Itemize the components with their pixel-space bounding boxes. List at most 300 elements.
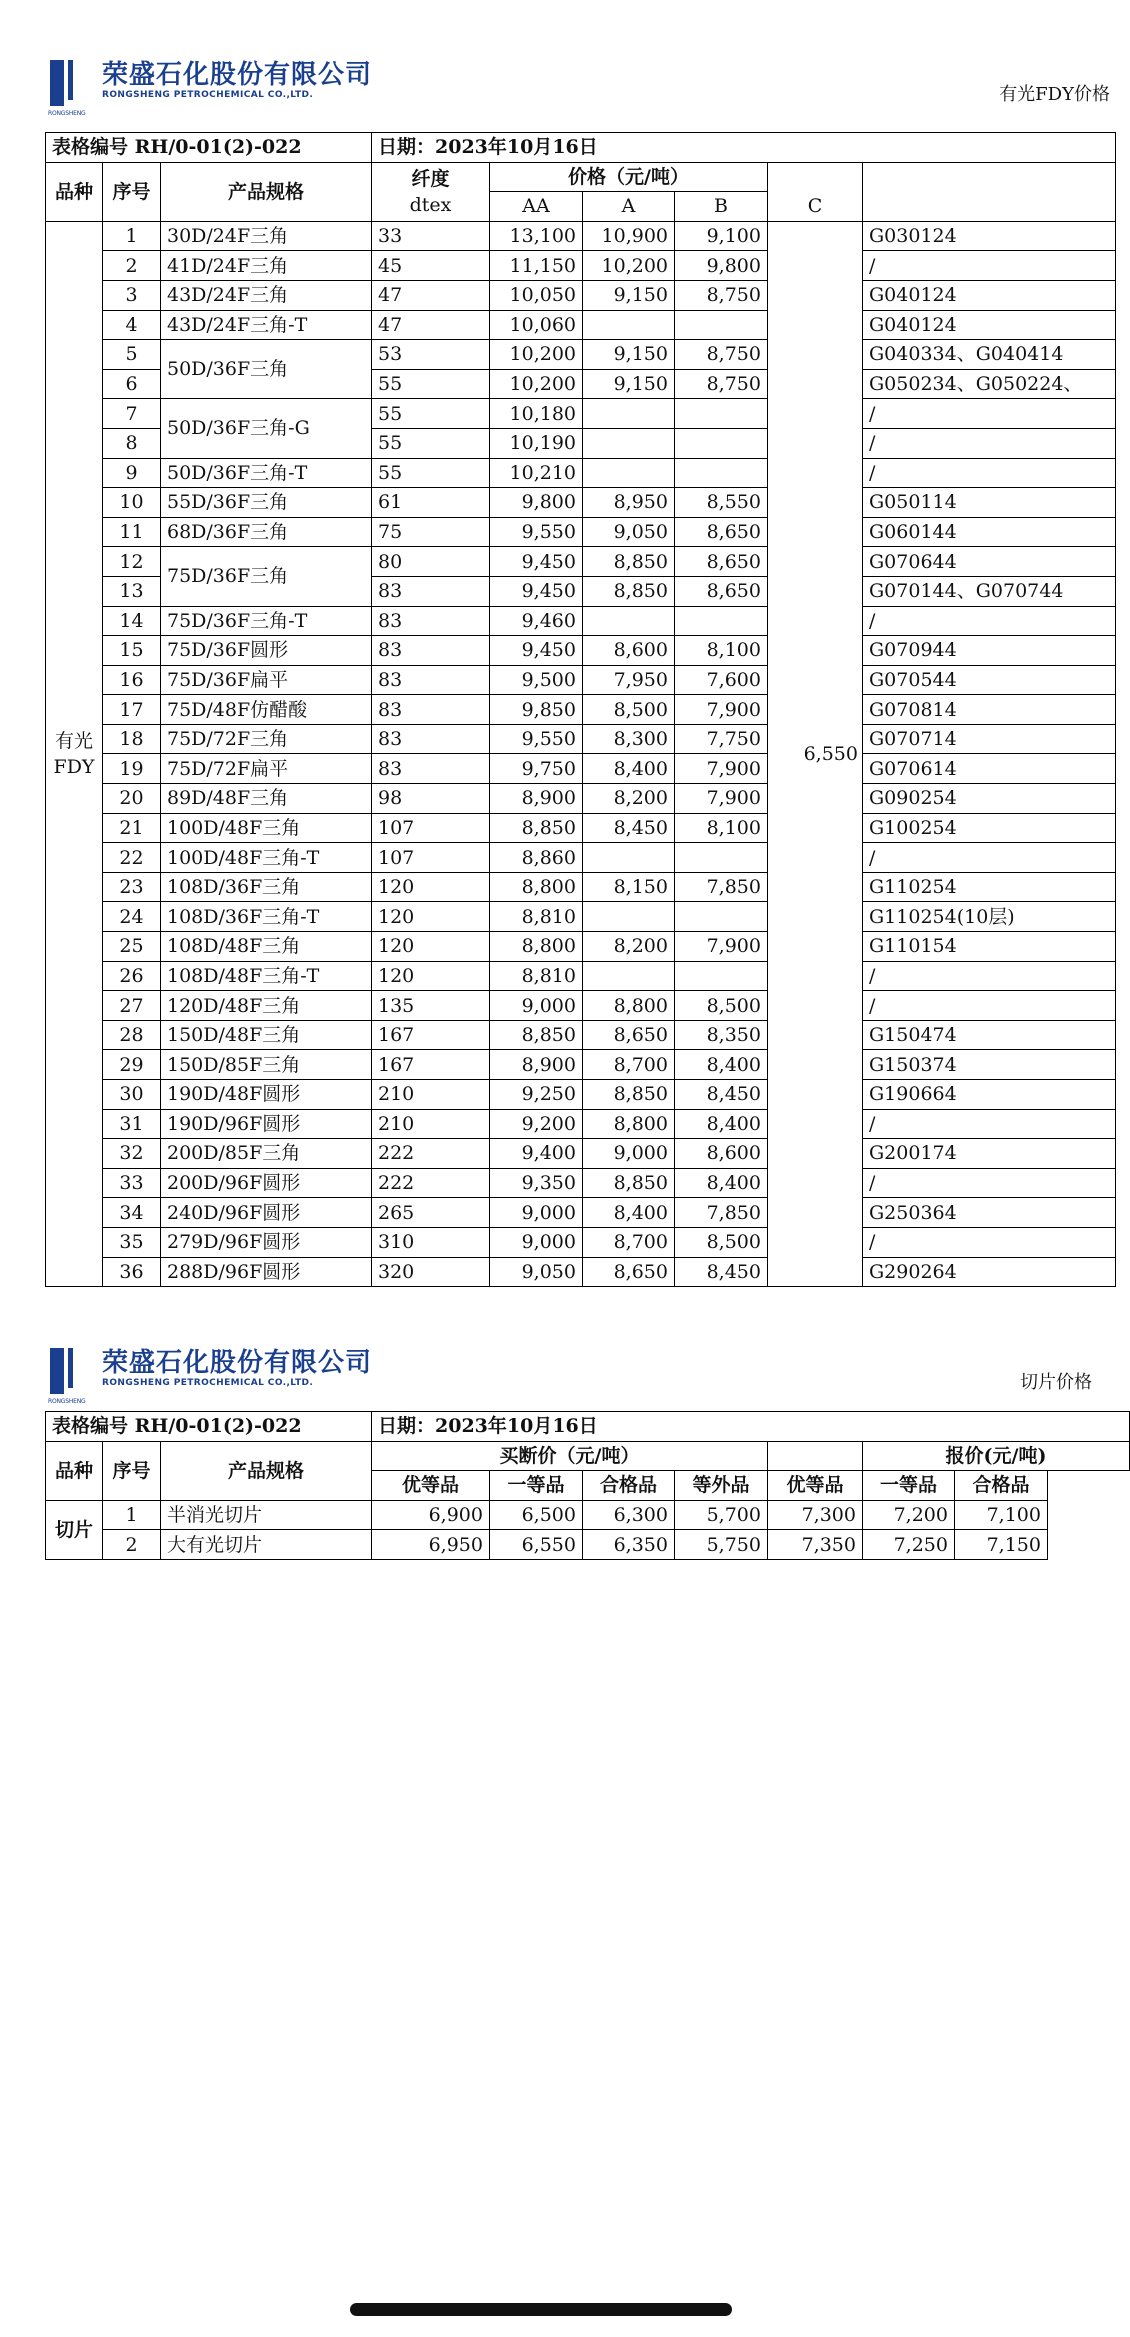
price-aa: 8,810 bbox=[490, 961, 583, 991]
row-number: 19 bbox=[103, 754, 161, 784]
product-code: G070544 bbox=[863, 665, 1116, 695]
row-number: 20 bbox=[103, 784, 161, 814]
table-row bbox=[46, 517, 1116, 547]
product-code: G150474 bbox=[863, 1020, 1116, 1050]
fineness-dtex: 83 bbox=[372, 636, 490, 666]
product-spec: 200D/96F圆形 bbox=[161, 1168, 372, 1198]
price-aa: 8,850 bbox=[490, 813, 583, 843]
header-grade-a: A bbox=[583, 192, 675, 222]
buyout-price: 6,950 bbox=[372, 1530, 490, 1560]
price-aa: 9,850 bbox=[490, 695, 583, 725]
price-b: 8,450 bbox=[675, 1080, 768, 1110]
fineness-dtex: 55 bbox=[372, 458, 490, 488]
row-number: 33 bbox=[103, 1168, 161, 1198]
price-aa: 9,450 bbox=[490, 636, 583, 666]
product-spec: 288D/96F圆形 bbox=[161, 1257, 372, 1287]
product-spec: 190D/96F圆形 bbox=[161, 1109, 372, 1139]
chip-header-grade1: 优等品 bbox=[372, 1471, 490, 1501]
chip-form-number: 表格编号 RH/0-01(2)-022 bbox=[46, 1412, 372, 1442]
fineness-dtex: 53 bbox=[372, 340, 490, 370]
price-b: 8,400 bbox=[675, 1109, 768, 1139]
product-spec: 108D/48F三角-T bbox=[161, 961, 372, 991]
table-row bbox=[46, 843, 1116, 873]
price-b: 9,100 bbox=[675, 221, 768, 251]
chip-header-quote-grade2: 一等品 bbox=[863, 1471, 955, 1501]
row-number: 26 bbox=[103, 961, 161, 991]
row-number: 34 bbox=[103, 1198, 161, 1228]
price-b: 8,450 bbox=[675, 1257, 768, 1287]
fineness-dtex: 120 bbox=[372, 902, 490, 932]
row-number: 2 bbox=[103, 251, 161, 281]
price-b bbox=[675, 843, 768, 873]
product-code: / bbox=[863, 843, 1116, 873]
fineness-dtex: 120 bbox=[372, 961, 490, 991]
table-row bbox=[46, 488, 1116, 518]
fineness-dtex: 107 bbox=[372, 843, 490, 873]
table-row bbox=[46, 399, 1116, 429]
row-number: 30 bbox=[103, 1080, 161, 1110]
price-a: 9,050 bbox=[583, 517, 675, 547]
price-aa: 9,350 bbox=[490, 1168, 583, 1198]
price-aa: 8,900 bbox=[490, 1050, 583, 1080]
fineness-dtex: 210 bbox=[372, 1080, 490, 1110]
price-aa: 9,460 bbox=[490, 606, 583, 636]
fineness-dtex: 167 bbox=[372, 1020, 490, 1050]
company-logo bbox=[48, 60, 373, 117]
price-b: 8,750 bbox=[675, 340, 768, 370]
price-a: 8,200 bbox=[583, 784, 675, 814]
price-b: 8,650 bbox=[675, 547, 768, 577]
price-b: 8,500 bbox=[675, 1227, 768, 1257]
price-b: 7,600 bbox=[675, 665, 768, 695]
buyout-price: 5,750 bbox=[675, 1530, 768, 1560]
row-number: 3 bbox=[103, 280, 161, 310]
product-code: G040124 bbox=[863, 310, 1116, 340]
product-spec: 50D/36F三角-T bbox=[161, 458, 372, 488]
table-row bbox=[46, 991, 1116, 1021]
price-a: 9,000 bbox=[583, 1139, 675, 1169]
price-a: 8,400 bbox=[583, 754, 675, 784]
price-a: 9,150 bbox=[583, 369, 675, 399]
product-code: G050234、G050224、 bbox=[863, 369, 1116, 399]
table-row bbox=[46, 1139, 1116, 1169]
header-dtex: dtex bbox=[409, 193, 452, 216]
product-spec: 150D/85F三角 bbox=[161, 1050, 372, 1080]
price-a bbox=[583, 458, 675, 488]
fineness-dtex: 135 bbox=[372, 991, 490, 1021]
row-number: 17 bbox=[103, 695, 161, 725]
fineness-dtex: 75 bbox=[372, 517, 490, 547]
price-aa: 9,050 bbox=[490, 1257, 583, 1287]
product-spec: 100D/48F三角-T bbox=[161, 843, 372, 873]
fdy-price-table bbox=[45, 132, 1116, 1287]
fineness-dtex: 33 bbox=[372, 221, 490, 251]
price-a: 8,200 bbox=[583, 932, 675, 962]
chip-header-variety: 品种 bbox=[46, 1441, 103, 1500]
price-a bbox=[583, 310, 675, 340]
header-variety: 品种 bbox=[46, 162, 103, 221]
buyout-price: 6,500 bbox=[490, 1500, 583, 1530]
product-code: G040334、G040414 bbox=[863, 340, 1116, 370]
fineness-dtex: 83 bbox=[372, 724, 490, 754]
fineness-dtex: 120 bbox=[372, 932, 490, 962]
chip-header-spec: 产品规格 bbox=[161, 1441, 372, 1500]
fineness-dtex: 167 bbox=[372, 1050, 490, 1080]
fineness-dtex: 210 bbox=[372, 1109, 490, 1139]
product-code: / bbox=[863, 1227, 1116, 1257]
fineness-dtex: 55 bbox=[372, 369, 490, 399]
price-aa: 9,000 bbox=[490, 1198, 583, 1228]
price-a: 9,150 bbox=[583, 280, 675, 310]
table-row bbox=[46, 872, 1116, 902]
price-a bbox=[583, 428, 675, 458]
price-a: 8,650 bbox=[583, 1257, 675, 1287]
variety-label-fdy: FDY bbox=[53, 755, 95, 778]
fineness-dtex: 55 bbox=[372, 428, 490, 458]
product-code: / bbox=[863, 458, 1116, 488]
price-aa: 9,450 bbox=[490, 547, 583, 577]
product-spec: 120D/48F三角 bbox=[161, 991, 372, 1021]
row-number: 32 bbox=[103, 1139, 161, 1169]
header-grade-b: B bbox=[675, 192, 768, 222]
company-logo-2 bbox=[48, 1348, 373, 1405]
quote-price: 7,150 bbox=[955, 1530, 1048, 1560]
table-row bbox=[46, 1168, 1116, 1198]
price-b: 8,400 bbox=[675, 1168, 768, 1198]
price-a: 8,850 bbox=[583, 1168, 675, 1198]
row-number: 18 bbox=[103, 724, 161, 754]
product-code: G110254 bbox=[863, 872, 1116, 902]
row-number: 9 bbox=[103, 458, 161, 488]
price-aa: 10,210 bbox=[490, 458, 583, 488]
product-spec: 半消光切片 bbox=[161, 1500, 372, 1530]
price-c: 6,550 bbox=[768, 221, 863, 1286]
product-code: G050114 bbox=[863, 488, 1116, 518]
table-row bbox=[46, 280, 1116, 310]
price-b: 7,900 bbox=[675, 784, 768, 814]
fineness-dtex: 310 bbox=[372, 1227, 490, 1257]
buyout-price: 6,300 bbox=[583, 1500, 675, 1530]
price-aa: 8,850 bbox=[490, 1020, 583, 1050]
price-aa: 9,000 bbox=[490, 991, 583, 1021]
variety-label: 有光 bbox=[54, 729, 93, 752]
price-b bbox=[675, 902, 768, 932]
price-aa: 9,750 bbox=[490, 754, 583, 784]
product-code: G070944 bbox=[863, 636, 1116, 666]
product-code: G040124 bbox=[863, 280, 1116, 310]
fineness-dtex: 47 bbox=[372, 280, 490, 310]
rongsheng-logo-icon: RONGSHENG bbox=[50, 60, 64, 106]
product-spec: 100D/48F三角 bbox=[161, 813, 372, 843]
product-spec: 50D/36F三角-G bbox=[161, 399, 372, 458]
product-spec: 75D/36F三角 bbox=[161, 547, 372, 606]
price-b: 8,600 bbox=[675, 1139, 768, 1169]
price-aa: 10,050 bbox=[490, 280, 583, 310]
price-aa: 8,810 bbox=[490, 902, 583, 932]
row-number: 15 bbox=[103, 636, 161, 666]
table-row bbox=[46, 961, 1116, 991]
table-row bbox=[46, 754, 1116, 784]
row-number: 14 bbox=[103, 606, 161, 636]
product-code: G150374 bbox=[863, 1050, 1116, 1080]
price-aa: 9,550 bbox=[490, 517, 583, 547]
quote-price: 7,100 bbox=[955, 1500, 1048, 1530]
product-spec: 108D/36F三角 bbox=[161, 872, 372, 902]
product-code: G100254 bbox=[863, 813, 1116, 843]
row-number: 1 bbox=[103, 221, 161, 251]
variety-cell bbox=[46, 221, 103, 1286]
chip-header-no: 序号 bbox=[103, 1441, 161, 1500]
fineness-dtex: 83 bbox=[372, 665, 490, 695]
price-b: 8,550 bbox=[675, 488, 768, 518]
product-spec: 41D/24F三角 bbox=[161, 251, 372, 281]
header-grade-c: C bbox=[768, 192, 863, 222]
price-aa: 10,200 bbox=[490, 369, 583, 399]
price-a: 8,850 bbox=[583, 1080, 675, 1110]
table-row bbox=[46, 547, 1116, 577]
price-a: 8,850 bbox=[583, 576, 675, 606]
product-spec: 150D/48F三角 bbox=[161, 1020, 372, 1050]
price-aa: 13,100 bbox=[490, 221, 583, 251]
row-number: 12 bbox=[103, 547, 161, 577]
price-b bbox=[675, 961, 768, 991]
fdy-price-title: 有光FDY价格 bbox=[999, 84, 1110, 105]
row-number: 2 bbox=[103, 1530, 161, 1560]
chip-header-quote-grade1: 优等品 bbox=[768, 1471, 863, 1501]
product-spec: 43D/24F三角 bbox=[161, 280, 372, 310]
chip-price-title: 切片价格 bbox=[1020, 1372, 1092, 1393]
price-b: 8,350 bbox=[675, 1020, 768, 1050]
price-b: 8,650 bbox=[675, 517, 768, 547]
price-aa: 9,250 bbox=[490, 1080, 583, 1110]
price-aa: 9,000 bbox=[490, 1227, 583, 1257]
product-spec: 108D/36F三角-T bbox=[161, 902, 372, 932]
price-a bbox=[583, 902, 675, 932]
price-b bbox=[675, 428, 768, 458]
product-spec: 89D/48F三角 bbox=[161, 784, 372, 814]
table-row bbox=[46, 1198, 1116, 1228]
price-aa: 10,190 bbox=[490, 428, 583, 458]
table-row bbox=[46, 1109, 1116, 1139]
company-name-cn: 荣盛石化股份有限公司 bbox=[102, 1348, 373, 1378]
price-aa: 8,900 bbox=[490, 784, 583, 814]
price-a: 8,800 bbox=[583, 1109, 675, 1139]
header-spec: 产品规格 bbox=[161, 162, 372, 221]
price-aa: 10,200 bbox=[490, 340, 583, 370]
price-a: 8,950 bbox=[583, 488, 675, 518]
product-spec: 75D/48F仿醋酸 bbox=[161, 695, 372, 725]
price-a bbox=[583, 606, 675, 636]
price-b: 7,750 bbox=[675, 724, 768, 754]
row-number: 5 bbox=[103, 340, 161, 370]
fineness-dtex: 55 bbox=[372, 399, 490, 429]
table-row bbox=[46, 1500, 1130, 1530]
price-a: 8,800 bbox=[583, 991, 675, 1021]
fdy-form-number: 表格编号 RH/0-01(2)-022 bbox=[46, 133, 372, 163]
price-aa: 9,550 bbox=[490, 724, 583, 754]
fineness-dtex: 80 bbox=[372, 547, 490, 577]
product-spec: 75D/36F扁平 bbox=[161, 665, 372, 695]
price-aa: 10,060 bbox=[490, 310, 583, 340]
price-aa: 8,860 bbox=[490, 843, 583, 873]
row-number: 35 bbox=[103, 1227, 161, 1257]
chip-header-grade2: 一等品 bbox=[490, 1471, 583, 1501]
price-b: 8,650 bbox=[675, 576, 768, 606]
chip-variety-cell: 切片 bbox=[46, 1500, 103, 1559]
price-a: 8,700 bbox=[583, 1227, 675, 1257]
fineness-dtex: 83 bbox=[372, 695, 490, 725]
price-a: 8,600 bbox=[583, 636, 675, 666]
row-number: 28 bbox=[103, 1020, 161, 1050]
price-a: 8,400 bbox=[583, 1198, 675, 1228]
buyout-price: 5,700 bbox=[675, 1500, 768, 1530]
quote-price: 7,300 bbox=[768, 1500, 863, 1530]
fineness-dtex: 83 bbox=[372, 576, 490, 606]
table-row bbox=[46, 902, 1116, 932]
table-row bbox=[46, 665, 1116, 695]
price-a: 8,300 bbox=[583, 724, 675, 754]
price-b: 7,900 bbox=[675, 932, 768, 962]
header-fineness bbox=[372, 162, 490, 221]
price-b: 8,500 bbox=[675, 991, 768, 1021]
price-a: 8,650 bbox=[583, 1020, 675, 1050]
table-row bbox=[46, 310, 1116, 340]
fineness-dtex: 222 bbox=[372, 1168, 490, 1198]
product-code: G070144、G070744 bbox=[863, 576, 1116, 606]
header-no: 序号 bbox=[103, 162, 161, 221]
rongsheng-logo-icon: RONGSHENG bbox=[50, 1348, 64, 1394]
product-spec: 200D/85F三角 bbox=[161, 1139, 372, 1169]
product-code: G090254 bbox=[863, 784, 1116, 814]
product-spec: 75D/36F圆形 bbox=[161, 636, 372, 666]
price-b: 8,100 bbox=[675, 636, 768, 666]
product-code: / bbox=[863, 1109, 1116, 1139]
row-number: 16 bbox=[103, 665, 161, 695]
product-code: G060144 bbox=[863, 517, 1116, 547]
product-spec: 108D/48F三角 bbox=[161, 932, 372, 962]
product-code: G110254(10层) bbox=[863, 902, 1116, 932]
row-number: 22 bbox=[103, 843, 161, 873]
fineness-dtex: 222 bbox=[372, 1139, 490, 1169]
fineness-dtex: 265 bbox=[372, 1198, 490, 1228]
product-code: G070714 bbox=[863, 724, 1116, 754]
product-code: / bbox=[863, 1168, 1116, 1198]
chip-date: 日期：2023年10月16日 bbox=[372, 1412, 1130, 1442]
price-a bbox=[583, 961, 675, 991]
product-code: G250364 bbox=[863, 1198, 1116, 1228]
product-code: G030124 bbox=[863, 221, 1116, 251]
product-code: / bbox=[863, 991, 1116, 1021]
product-spec: 279D/96F圆形 bbox=[161, 1227, 372, 1257]
product-code: / bbox=[863, 428, 1116, 458]
table-row bbox=[46, 1227, 1116, 1257]
price-aa: 9,200 bbox=[490, 1109, 583, 1139]
table-row bbox=[46, 1020, 1116, 1050]
product-spec: 75D/36F三角-T bbox=[161, 606, 372, 636]
quote-price: 7,200 bbox=[863, 1500, 955, 1530]
table-row bbox=[46, 221, 1116, 251]
fineness-dtex: 320 bbox=[372, 1257, 490, 1287]
price-aa: 9,500 bbox=[490, 665, 583, 695]
fineness-dtex: 61 bbox=[372, 488, 490, 518]
product-spec: 大有光切片 bbox=[161, 1530, 372, 1560]
fineness-dtex: 83 bbox=[372, 606, 490, 636]
price-b: 7,850 bbox=[675, 1198, 768, 1228]
chip-header-buyout: 买断价（元/吨） bbox=[372, 1441, 768, 1471]
product-spec: 55D/36F三角 bbox=[161, 488, 372, 518]
price-b bbox=[675, 458, 768, 488]
price-b: 7,900 bbox=[675, 695, 768, 725]
price-b: 8,750 bbox=[675, 369, 768, 399]
price-aa: 9,450 bbox=[490, 576, 583, 606]
quote-price: 7,250 bbox=[863, 1530, 955, 1560]
row-number: 1 bbox=[103, 1500, 161, 1530]
product-spec: 50D/36F三角 bbox=[161, 340, 372, 399]
product-spec: 30D/24F三角 bbox=[161, 221, 372, 251]
product-spec: 75D/72F三角 bbox=[161, 724, 372, 754]
home-indicator[interactable] bbox=[350, 2303, 732, 2316]
product-code: G070814 bbox=[863, 695, 1116, 725]
product-code: / bbox=[863, 251, 1116, 281]
fineness-dtex: 107 bbox=[372, 813, 490, 843]
row-number: 13 bbox=[103, 576, 161, 606]
header-price: 价格（元/吨） bbox=[490, 162, 768, 192]
table-row bbox=[46, 636, 1116, 666]
chip-header-grade4: 等外品 bbox=[675, 1471, 768, 1501]
price-aa: 10,180 bbox=[490, 399, 583, 429]
table-row bbox=[46, 784, 1116, 814]
price-b: 8,100 bbox=[675, 813, 768, 843]
table-row bbox=[46, 695, 1116, 725]
fineness-dtex: 45 bbox=[372, 251, 490, 281]
buyout-price: 6,350 bbox=[583, 1530, 675, 1560]
row-number: 21 bbox=[103, 813, 161, 843]
row-number: 25 bbox=[103, 932, 161, 962]
price-b: 7,900 bbox=[675, 754, 768, 784]
price-aa: 9,800 bbox=[490, 488, 583, 518]
header-fineness-label: 纤度 bbox=[411, 167, 450, 190]
row-number: 24 bbox=[103, 902, 161, 932]
table-row bbox=[46, 340, 1116, 370]
table-row bbox=[46, 813, 1116, 843]
price-aa: 11,150 bbox=[490, 251, 583, 281]
row-number: 6 bbox=[103, 369, 161, 399]
price-b: 8,750 bbox=[675, 280, 768, 310]
chip-header-quote: 报价(元/吨) bbox=[863, 1441, 1130, 1471]
price-b: 8,400 bbox=[675, 1050, 768, 1080]
product-spec: 190D/48F圆形 bbox=[161, 1080, 372, 1110]
row-number: 8 bbox=[103, 428, 161, 458]
price-a: 9,150 bbox=[583, 340, 675, 370]
row-number: 7 bbox=[103, 399, 161, 429]
buyout-price: 6,900 bbox=[372, 1500, 490, 1530]
chip-price-table bbox=[45, 1411, 1130, 1560]
fineness-dtex: 83 bbox=[372, 754, 490, 784]
product-code: G190664 bbox=[863, 1080, 1116, 1110]
product-code: G290264 bbox=[863, 1257, 1116, 1287]
price-a: 10,200 bbox=[583, 251, 675, 281]
price-aa: 8,800 bbox=[490, 872, 583, 902]
price-aa: 9,400 bbox=[490, 1139, 583, 1169]
table-row bbox=[46, 724, 1116, 754]
price-a bbox=[583, 843, 675, 873]
header-grade-aa: AA bbox=[490, 192, 583, 222]
product-code: / bbox=[863, 399, 1116, 429]
row-number: 27 bbox=[103, 991, 161, 1021]
table-row bbox=[46, 1257, 1116, 1287]
price-b: 7,850 bbox=[675, 872, 768, 902]
price-b: 9,800 bbox=[675, 251, 768, 281]
